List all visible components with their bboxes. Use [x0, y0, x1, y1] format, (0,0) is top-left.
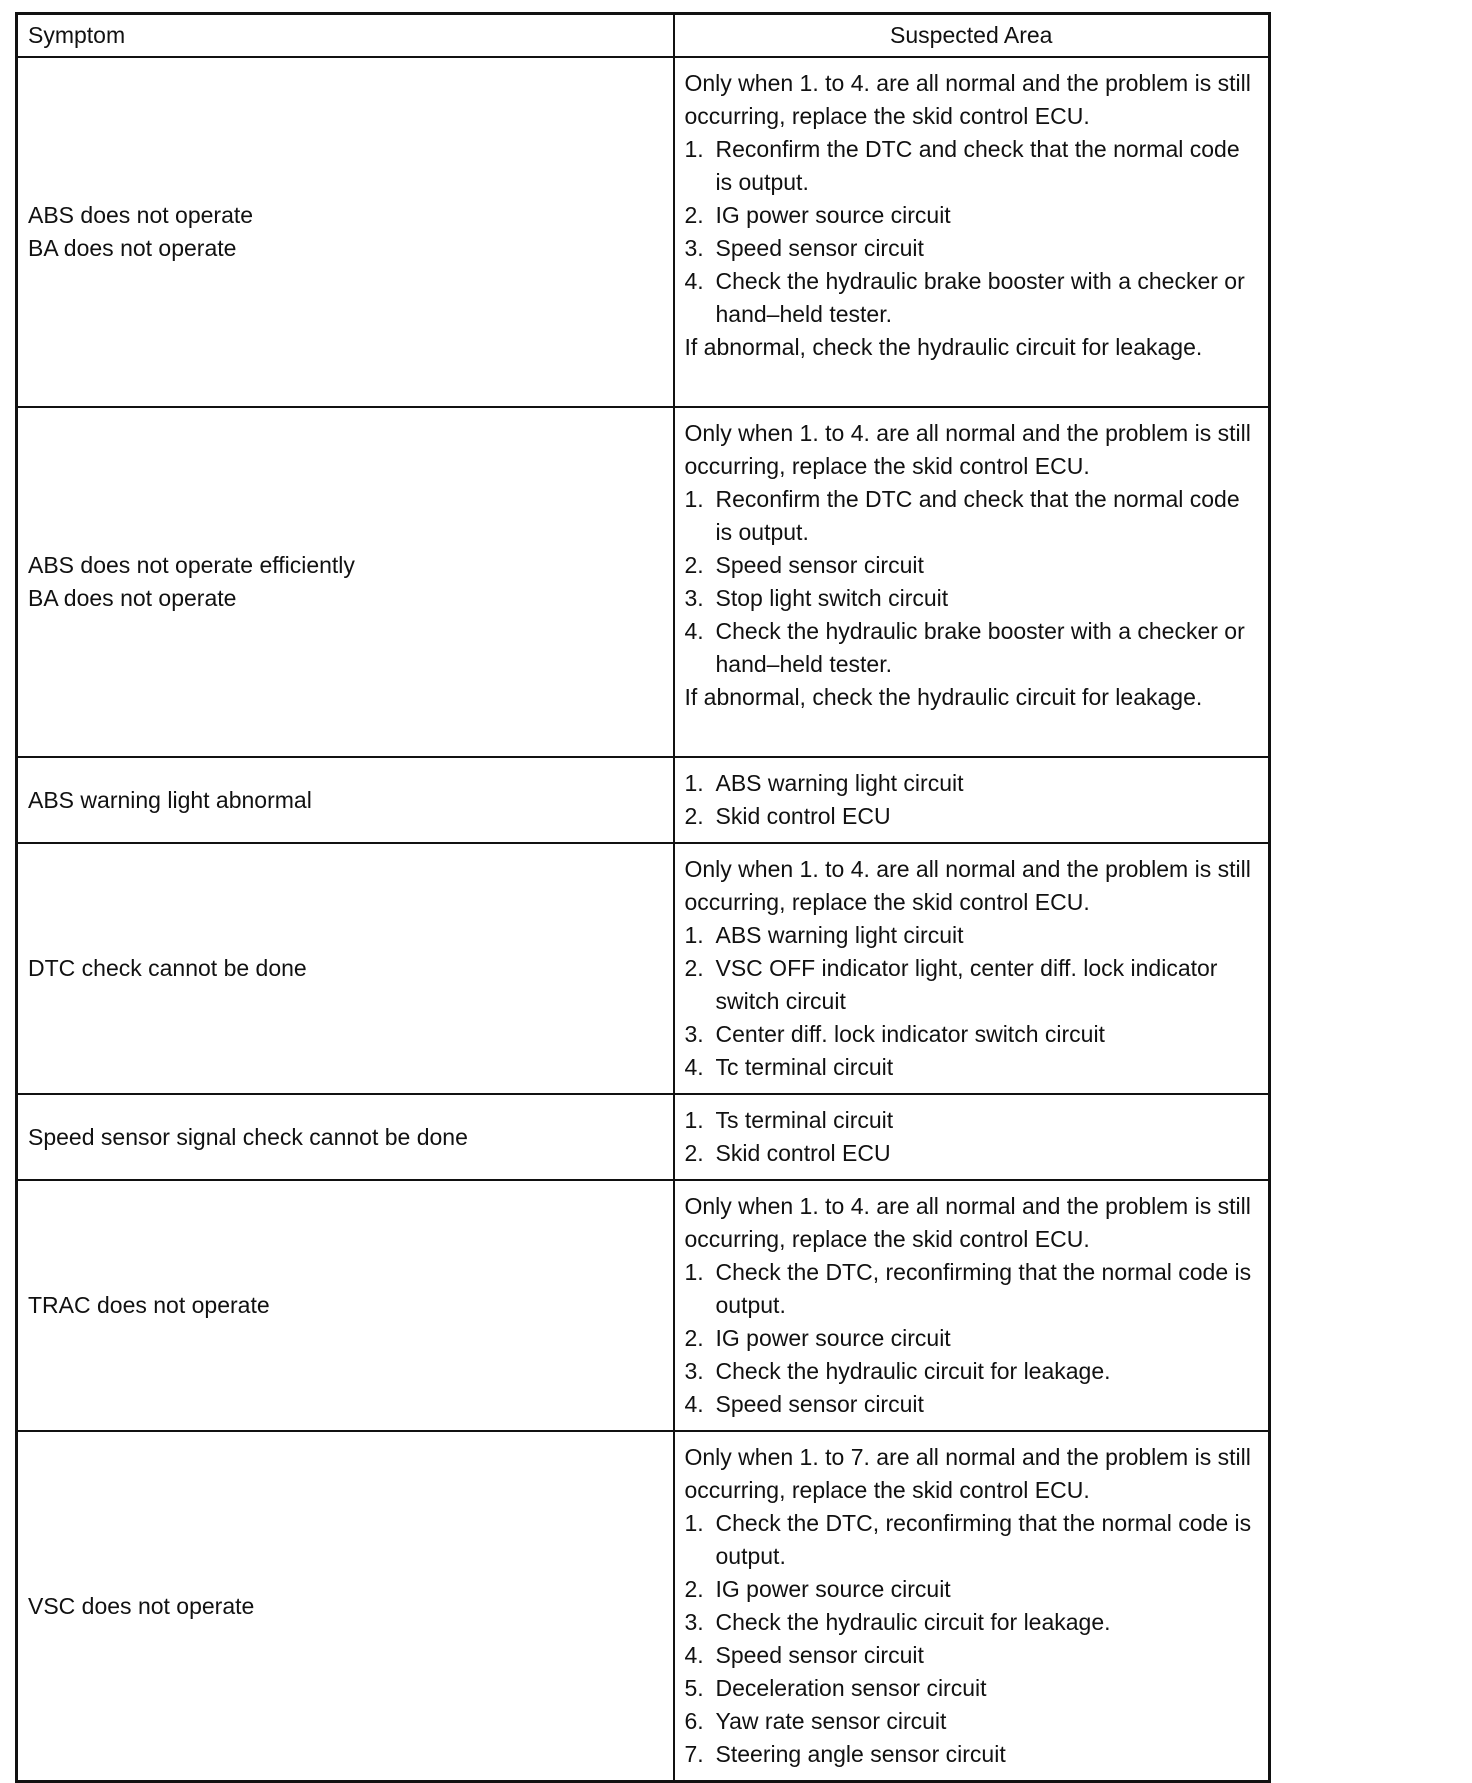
check-item [685, 1018, 1259, 1051]
symptom-text: DTC check cannot be done [28, 955, 307, 981]
check-item-number: 3. [684, 235, 704, 261]
suspected-area-cell [674, 1180, 1270, 1431]
check-item-number: 1. [684, 1259, 704, 1285]
check-item-text: VSC OFF indicator light, center diff. lock indicator switch circuit [715, 955, 1218, 1014]
leakage-note: If abnormal, check the hydraulic circuit for leakage. [684, 334, 1203, 360]
check-item-text: Reconfirm the DTC and check that the normal code is output. [715, 136, 1240, 195]
check-item-number: 2. [684, 552, 704, 578]
check-item [685, 1322, 1259, 1355]
check-item-text: Speed sensor circuit [715, 1642, 924, 1668]
replace-ecu-note: Only when 1. to 4. are all normal and the problem is still occurring, replace the skid control ECU. [684, 70, 1251, 129]
symptom-column-header: Symptom [17, 14, 674, 58]
check-list [685, 1256, 1259, 1421]
check-item [685, 615, 1259, 681]
symptom-text: ABS warning light abnormal [28, 786, 312, 813]
check-list [685, 1507, 1259, 1771]
check-item-text: Skid control ECU [715, 1140, 891, 1166]
check-item-number: 4. [684, 1391, 704, 1417]
check-item-number: 4. [684, 268, 704, 294]
check-item [685, 582, 1259, 615]
check-item [685, 1104, 1259, 1137]
symptom-cell [17, 1180, 674, 1431]
check-item-number: 1. [684, 486, 704, 512]
check-item [685, 1051, 1259, 1084]
table-row [17, 1180, 1270, 1431]
check-item-number: 3. [684, 585, 704, 611]
check-item-number: 2. [684, 955, 704, 981]
replace-ecu-note: Only when 1. to 7. are all normal and the problem is still occurring, replace the skid control ECU. [684, 1444, 1251, 1503]
check-item-text: ABS warning light circuit [715, 922, 964, 948]
check-item-text: Ts terminal circuit [715, 1107, 894, 1133]
check-item [685, 199, 1259, 232]
check-item-text: Tc terminal circuit [715, 1054, 894, 1080]
check-item-text: Yaw rate sensor circuit [715, 1708, 947, 1734]
troubleshooting-table [15, 12, 1271, 1783]
check-item [685, 1355, 1259, 1388]
check-item-number: 4. [684, 1054, 704, 1080]
table-body [17, 57, 1270, 1782]
check-item-text: Check the hydraulic brake booster with a checker or hand–held tester. [715, 268, 1245, 327]
suspected-area-cell [674, 1094, 1270, 1180]
check-item-text: IG power source circuit [715, 1325, 951, 1351]
symptom-cell [17, 843, 674, 1094]
symptom-text: Speed sensor signal check cannot be done [28, 1123, 468, 1150]
check-item [685, 1388, 1259, 1421]
check-item-text: Skid control ECU [715, 803, 891, 829]
symptom-text: BA does not operate [28, 585, 237, 611]
table-row [17, 757, 1270, 843]
check-item-text: Speed sensor circuit [715, 1391, 924, 1417]
check-item-number: 3. [684, 1021, 704, 1047]
check-item [685, 1606, 1259, 1639]
check-item-number: 5. [684, 1675, 704, 1701]
table-row [17, 843, 1270, 1094]
check-item [685, 1507, 1259, 1573]
check-item [685, 549, 1259, 582]
check-item [685, 952, 1259, 1018]
check-list [685, 133, 1259, 331]
table-row [17, 1431, 1270, 1782]
check-item [685, 1738, 1259, 1771]
check-item-number: 4. [684, 1642, 704, 1668]
suspected-area-cell [674, 57, 1270, 407]
symptom-text: ABS does not operate efficiently [28, 552, 355, 578]
check-item-number: 1. [684, 922, 704, 948]
check-item-text: Deceleration sensor circuit [715, 1675, 987, 1701]
replace-ecu-note: Only when 1. to 4. are all normal and the problem is still occurring, replace the skid control ECU. [684, 856, 1251, 915]
check-item-text: Reconfirm the DTC and check that the normal code is output. [715, 486, 1240, 545]
symptom-cell [17, 1094, 674, 1180]
check-item-number: 1. [684, 1510, 704, 1536]
symptom-text: BA does not operate [28, 235, 237, 261]
check-item [685, 483, 1259, 549]
check-item-text: Check the hydraulic circuit for leakage. [715, 1609, 1111, 1635]
check-item-number: 1. [684, 136, 704, 162]
suspected-area-column-header: Suspected Area [674, 14, 1270, 58]
suspected-area-cell [674, 1431, 1270, 1782]
check-item [685, 919, 1259, 952]
check-item-text: Steering angle sensor circuit [715, 1741, 1006, 1767]
blank-line [685, 364, 1259, 397]
symptom-cell [17, 1431, 674, 1782]
check-item [685, 232, 1259, 265]
table-row [17, 57, 1270, 407]
check-list [685, 919, 1259, 1084]
suspected-area-cell [674, 757, 1270, 843]
check-item [685, 265, 1259, 331]
check-item [685, 1705, 1259, 1738]
table-header [17, 14, 1270, 58]
suspected-area-cell [674, 843, 1270, 1094]
check-item-text: IG power source circuit [715, 1576, 951, 1602]
check-item-number: 3. [684, 1358, 704, 1384]
check-item-text: Speed sensor circuit [715, 552, 924, 578]
replace-ecu-note: Only when 1. to 4. are all normal and the problem is still occurring, replace the skid control ECU. [684, 420, 1251, 479]
check-item-number: 1. [684, 770, 704, 796]
check-list [685, 1104, 1259, 1170]
check-item-text: Check the DTC, reconfirming that the normal code is output. [715, 1259, 1252, 1318]
check-item-text: Check the hydraulic brake booster with a checker or hand–held tester. [715, 618, 1245, 677]
check-item-number: 2. [684, 1140, 704, 1166]
check-item-text: ABS warning light circuit [715, 770, 964, 796]
check-item-number: 2. [684, 803, 704, 829]
blank-line [685, 714, 1259, 747]
check-item-text: Speed sensor circuit [715, 235, 924, 261]
check-item-number: 4. [684, 618, 704, 644]
check-item-text: Check the hydraulic circuit for leakage. [715, 1358, 1111, 1384]
table-row [17, 407, 1270, 757]
suspected-area-cell [674, 407, 1270, 757]
symptom-text: TRAC does not operate [28, 1292, 270, 1318]
check-item-number: 2. [684, 202, 704, 228]
check-item-number: 1. [684, 1107, 704, 1133]
check-item [685, 1573, 1259, 1606]
check-item [685, 800, 1259, 833]
table-row [17, 1094, 1270, 1180]
symptom-cell [17, 757, 674, 843]
symptom-cell [17, 407, 674, 757]
check-item-number: 2. [684, 1576, 704, 1602]
check-item [685, 133, 1259, 199]
check-item [685, 1256, 1259, 1322]
header-row [17, 14, 1270, 58]
check-item-number: 3. [684, 1609, 704, 1635]
symptom-text: ABS does not operate [28, 202, 254, 228]
leakage-note: If abnormal, check the hydraulic circuit for leakage. [684, 684, 1203, 710]
check-item-text: Stop light switch circuit [715, 585, 949, 611]
check-item-text: IG power source circuit [715, 202, 951, 228]
check-item-number: 7. [684, 1741, 704, 1767]
check-item-text: Center diff. lock indicator switch circuit [715, 1021, 1105, 1047]
check-item [685, 1672, 1259, 1705]
check-item-number: 6. [684, 1708, 704, 1734]
symptom-cell [17, 57, 674, 407]
check-list [685, 767, 1259, 833]
check-item-text: Check the DTC, reconfirming that the normal code is output. [715, 1510, 1252, 1569]
replace-ecu-note: Only when 1. to 4. are all normal and the problem is still occurring, replace the skid control ECU. [684, 1193, 1251, 1252]
check-item [685, 767, 1259, 800]
check-item-number: 2. [684, 1325, 704, 1351]
check-item [685, 1639, 1259, 1672]
check-item [685, 1137, 1259, 1170]
check-list [685, 483, 1259, 681]
symptom-text: VSC does not operate [28, 1592, 255, 1619]
